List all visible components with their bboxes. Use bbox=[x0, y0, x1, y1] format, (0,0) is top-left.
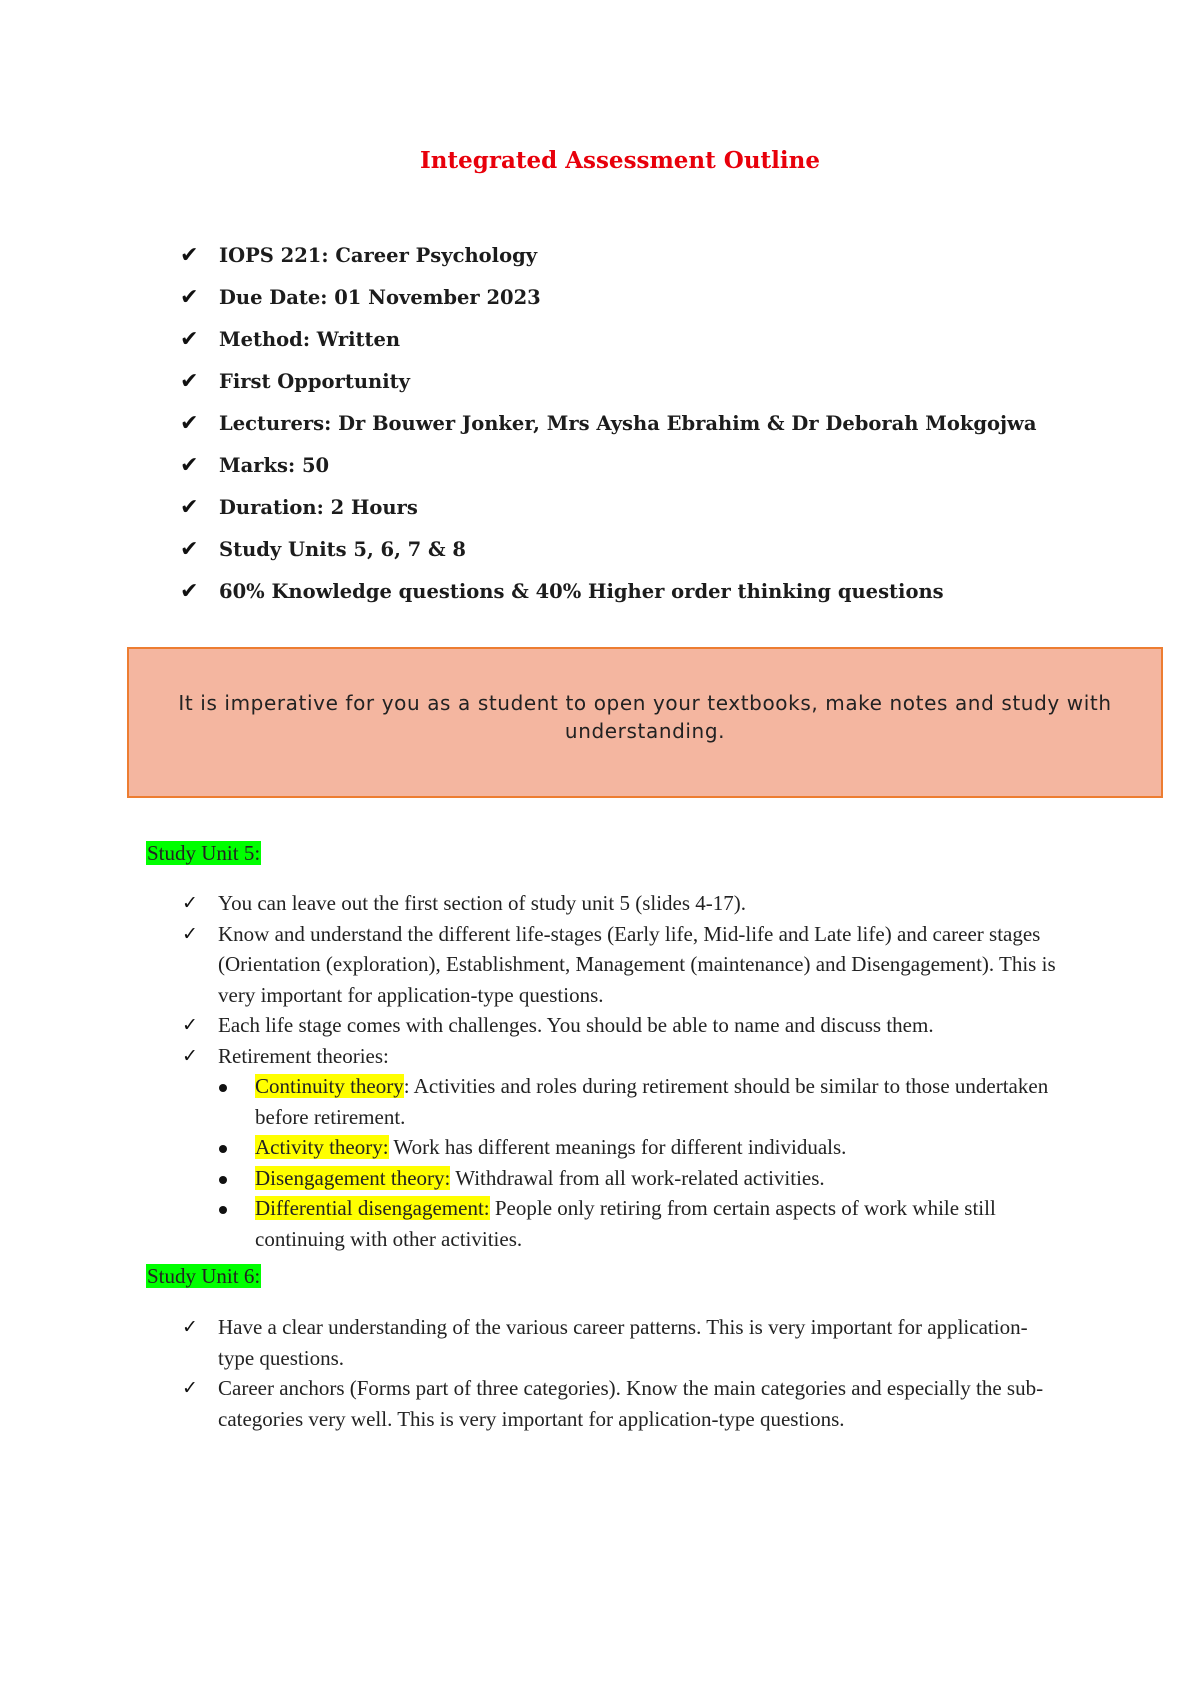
list-item bbox=[180, 240, 1036, 282]
unit5-heading bbox=[146, 840, 261, 866]
list-item bbox=[180, 282, 1036, 324]
checkmark-icon: ✔ bbox=[180, 285, 199, 310]
bullet-icon bbox=[219, 1176, 227, 1184]
list-item bbox=[180, 324, 1036, 366]
unit6-list bbox=[182, 1312, 1062, 1434]
theory-desc: Withdrawal from all work-related activities. bbox=[450, 1165, 825, 1190]
theory-term: Disengagement theory: bbox=[255, 1165, 451, 1190]
unit6-heading-text: Study Unit 6: bbox=[147, 1264, 261, 1288]
theory-term: Continuity theory bbox=[255, 1074, 404, 1098]
unit5-list bbox=[182, 888, 1062, 1254]
summary-list bbox=[180, 240, 1036, 618]
summary-text: IOPS 221: Career Psychology bbox=[219, 244, 538, 267]
checkmark-icon: ✔ bbox=[180, 579, 199, 604]
checkmark-icon: ✔ bbox=[180, 537, 199, 562]
list-item bbox=[180, 534, 1036, 576]
notice-box bbox=[127, 647, 1163, 798]
bullet-icon bbox=[219, 1084, 227, 1092]
summary-text: Duration: 2 Hours bbox=[219, 496, 418, 519]
list-item bbox=[180, 366, 1036, 408]
checkmark-icon: ✓ bbox=[182, 922, 198, 945]
list-item bbox=[180, 576, 1036, 618]
unit6-heading bbox=[146, 1263, 261, 1289]
checkmark-icon: ✔ bbox=[180, 243, 199, 268]
theory-desc: : Activities and roles during retirement should be similar to those undertaken before retirement. bbox=[255, 1074, 1049, 1129]
summary-text: Due Date: 01 November 2023 bbox=[219, 286, 541, 309]
unit5-heading-text: Study Unit 5: bbox=[147, 841, 261, 865]
summary-text: 60% Knowledge questions & 40% Higher order thinking questions bbox=[219, 580, 944, 603]
theory-term: Differential disengagement: bbox=[255, 1196, 490, 1220]
unit5-item-text: You can leave out the first section of study unit 5 (slides 4-17). bbox=[218, 891, 747, 915]
bullet-icon bbox=[219, 1145, 227, 1153]
list-item bbox=[218, 1071, 1062, 1132]
checkmark-icon: ✓ bbox=[182, 1377, 198, 1399]
retirement-theories-list bbox=[218, 1071, 1062, 1254]
list-item bbox=[182, 1312, 1062, 1373]
list-item bbox=[182, 1373, 1062, 1434]
checkmark-icon: ✓ bbox=[182, 1316, 198, 1338]
unit5-item-text: Retirement theories: bbox=[218, 1043, 389, 1068]
theory-desc: Work has different meanings for different individuals. bbox=[388, 1135, 847, 1159]
checkmark-icon: ✔ bbox=[180, 495, 199, 520]
notice-text: It is imperative for you as a student to open your textbooks, make notes and study with understanding. bbox=[178, 690, 1112, 743]
list-item bbox=[218, 1193, 1062, 1254]
checkmark-icon: ✓ bbox=[182, 892, 198, 914]
theory-term: Activity theory: bbox=[255, 1135, 389, 1159]
unit5-item-text: Know and understand the different life-stages (Early life, Mid-life and Late life) and career stages (Orientation (exploration), Establishment, Management (maintenance) and Disengagement). This is very important for application-type questions. bbox=[218, 921, 1056, 1007]
list-item bbox=[218, 1132, 1062, 1163]
summary-text: First Opportunity bbox=[219, 370, 410, 393]
theory-desc: People only retiring from certain aspects of work while still continuing with other activities. bbox=[255, 1196, 996, 1251]
unit5-item-text: Each life stage comes with challenges. You should be able to name and discuss them. bbox=[218, 1013, 934, 1037]
checkmark-icon: ✔ bbox=[180, 453, 199, 478]
unit6-item-text: Have a clear understanding of the various career patterns. This is very important for application-type questions. bbox=[218, 1315, 1028, 1370]
summary-text: Marks: 50 bbox=[219, 454, 330, 477]
checkmark-icon: ✓ bbox=[182, 1014, 198, 1036]
list-item bbox=[180, 408, 1036, 450]
checkmark-icon: ✓ bbox=[182, 1044, 198, 1067]
summary-text: Study Units 5, 6, 7 & 8 bbox=[219, 538, 466, 561]
list-item bbox=[182, 1041, 1062, 1255]
bullet-icon bbox=[219, 1206, 227, 1214]
list-item bbox=[182, 919, 1062, 1011]
page-title: Integrated Assessment Outline bbox=[420, 147, 820, 174]
list-item bbox=[180, 450, 1036, 492]
checkmark-icon: ✔ bbox=[180, 327, 199, 352]
checkmark-icon: ✔ bbox=[180, 411, 199, 436]
list-item bbox=[182, 888, 1062, 919]
summary-text: Method: Written bbox=[219, 328, 401, 351]
list-item bbox=[218, 1163, 1062, 1194]
summary-text: Lecturers: Dr Bouwer Jonker, Mrs Aysha Ebrahim & Dr Deborah Mokgojwa bbox=[219, 412, 1037, 435]
checkmark-icon: ✔ bbox=[180, 369, 199, 394]
list-item bbox=[180, 492, 1036, 534]
list-item bbox=[182, 1010, 1062, 1041]
unit6-item-text: Career anchors (Forms part of three categories). Know the main categories and especially the sub-categories very well. This is very important for application-type questions. bbox=[218, 1376, 1044, 1431]
